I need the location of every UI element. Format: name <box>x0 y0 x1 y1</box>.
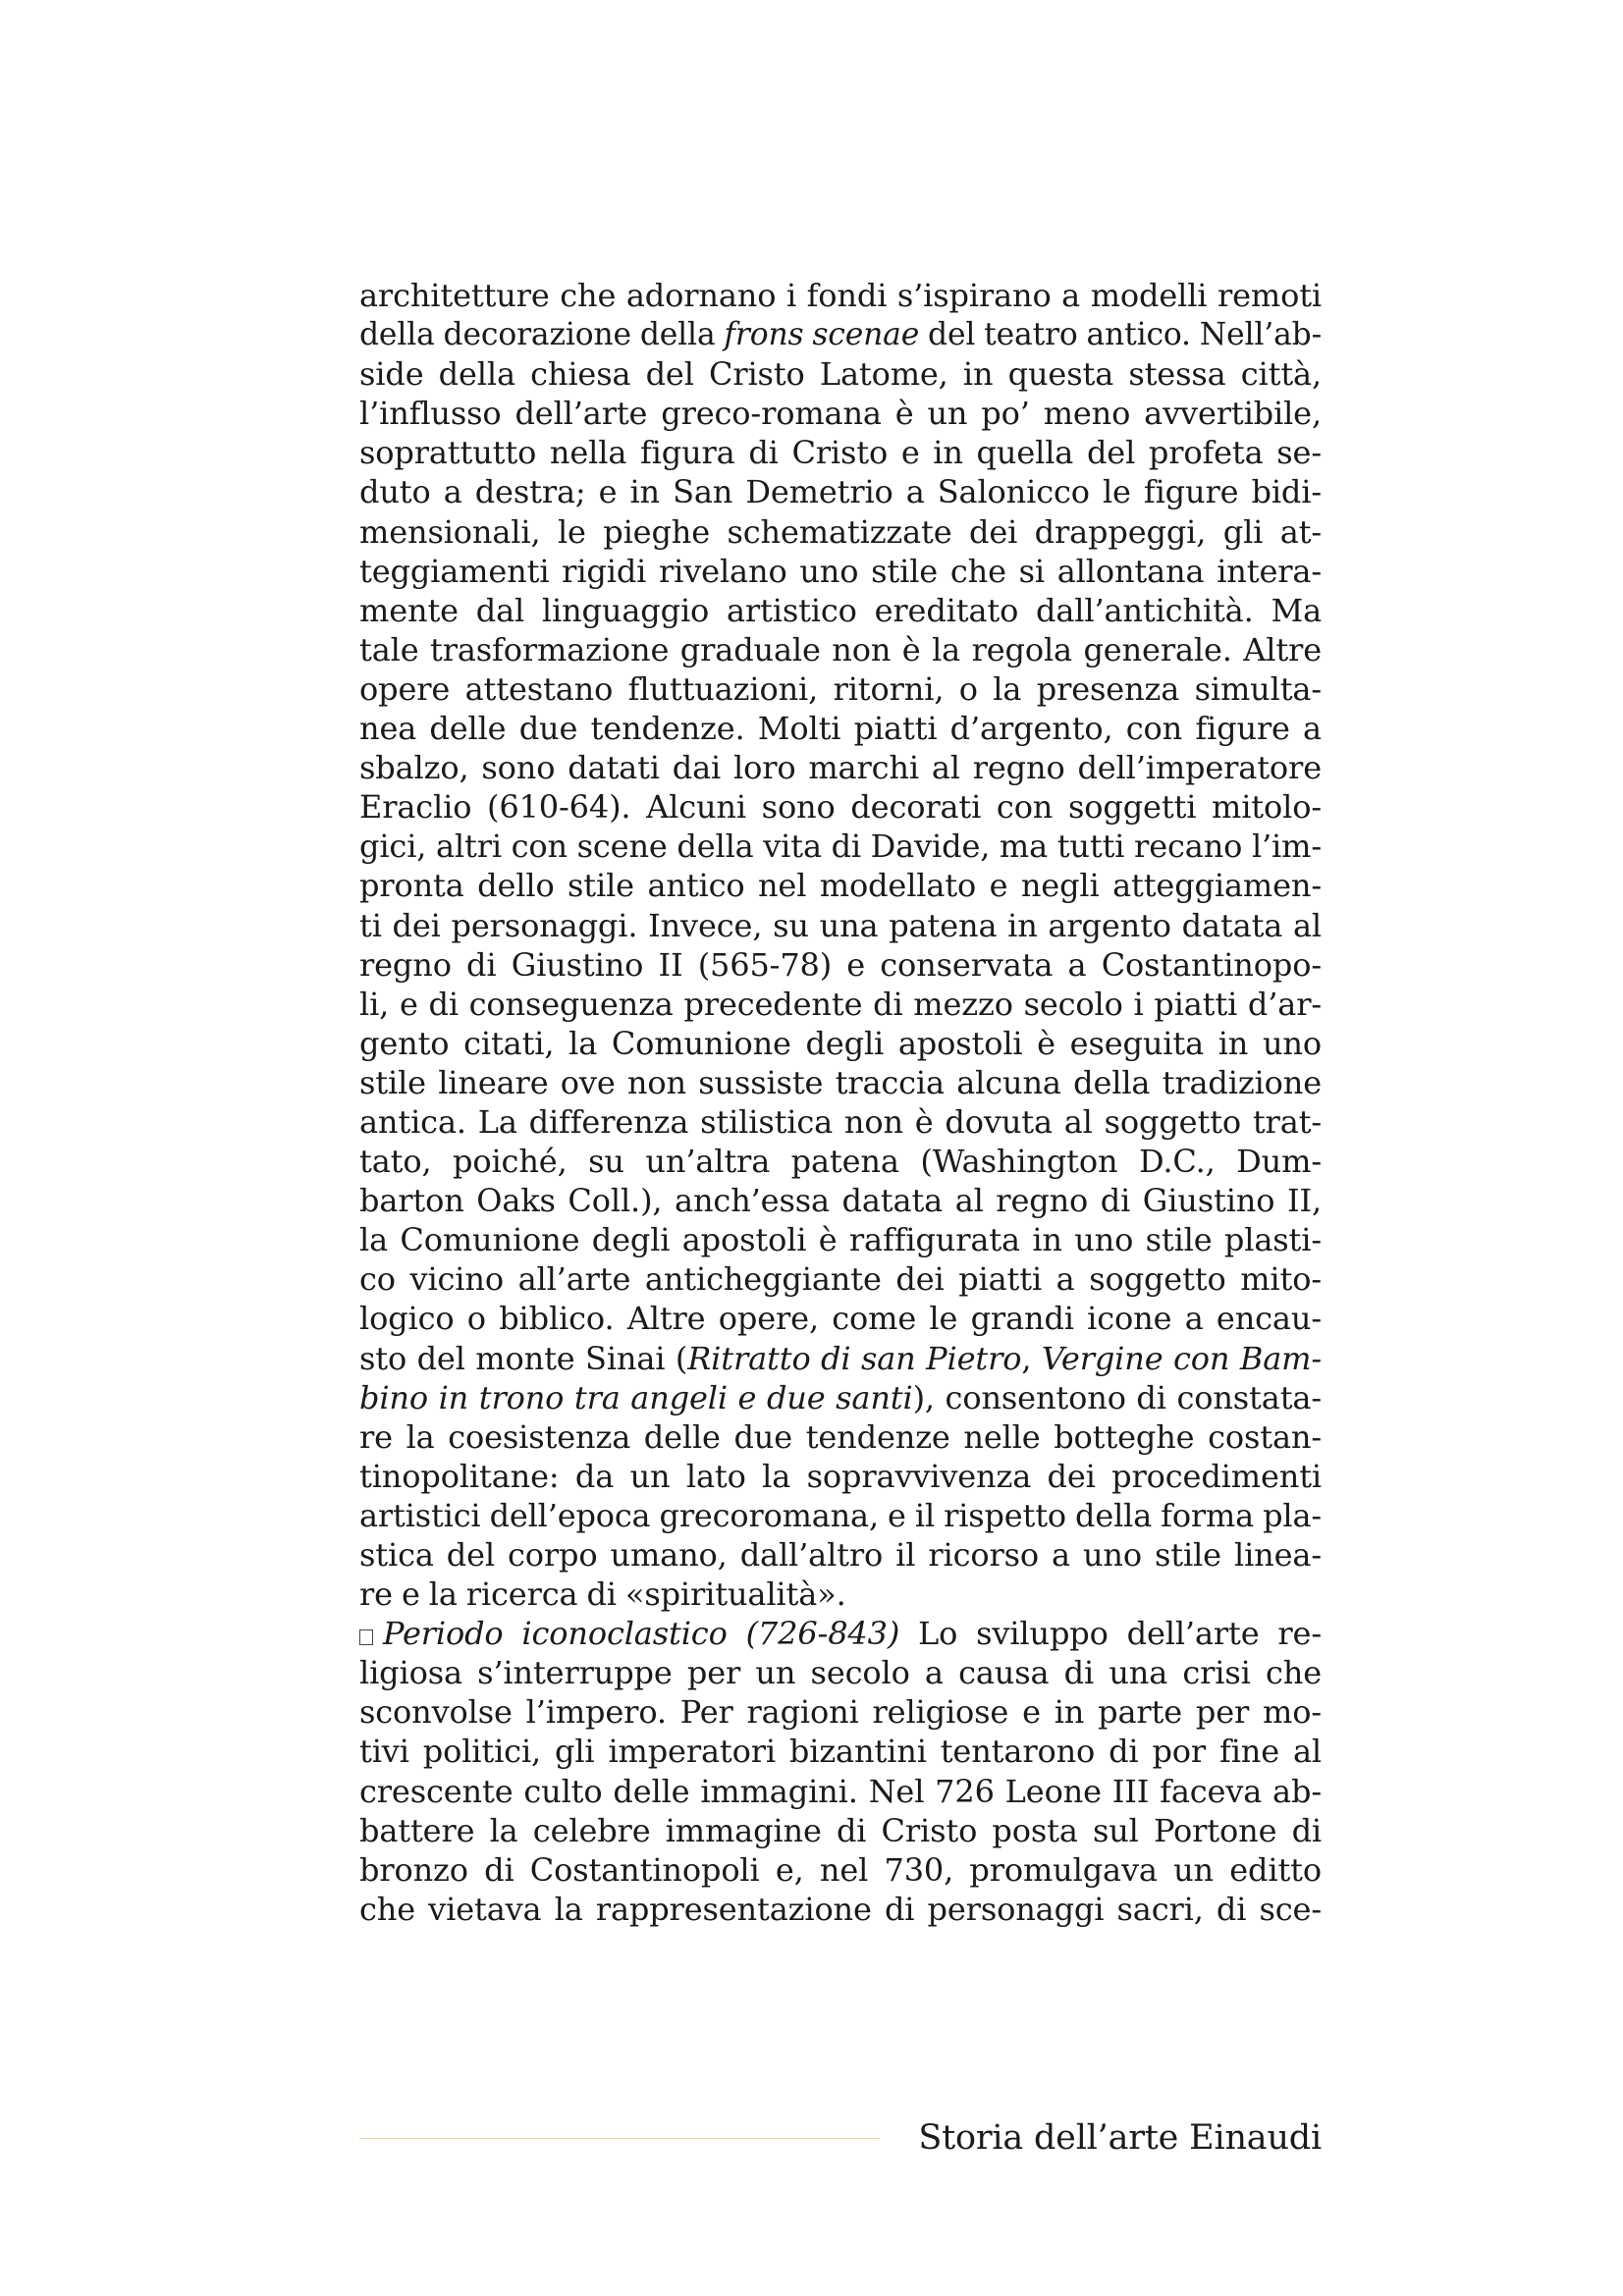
roman-text: ), consentono di constata- <box>912 1378 1322 1416</box>
roman-text: pronta dello stile antico nel modellato e negli atteggiamen- <box>359 867 1322 905</box>
roman-text: ligiosa s’interruppe per un secolo a causa di una crisi che <box>359 1654 1322 1692</box>
roman-text: tivi politici, gli imperatori bizantini tentarono di por fine al <box>359 1733 1322 1771</box>
roman-text: , <box>1021 1339 1042 1377</box>
roman-text: architetture che adornano i fondi s’ispirano a modelli remoti <box>359 277 1322 314</box>
italic-text: Periodo iconoclastico (726-843) <box>383 1615 900 1653</box>
text-line <box>359 1378 1322 1417</box>
text-line <box>359 1732 1322 1771</box>
text-line <box>359 276 1322 315</box>
roman-text: li, e di conseguenza precedente di mezzo secolo i piatti d’ar- <box>359 985 1322 1023</box>
roman-text: co vicino all’arte anticheggiante dei piatti a soggetto mito- <box>359 1260 1322 1299</box>
roman-text: opere attestano fluttuazioni, ritorni, o la presenza simulta- <box>359 669 1322 708</box>
text-line <box>359 709 1322 748</box>
italic-text: Ritratto di san Pietro <box>687 1339 1022 1377</box>
text-line <box>359 1535 1322 1575</box>
roman-text: logico o biblico. Altre opere, come le grandi icone a encau- <box>359 1300 1322 1338</box>
roman-text: teggiamenti rigidi rivelano uno stile che si allontana intera- <box>359 552 1322 590</box>
text-line <box>359 1181 1322 1220</box>
text-line <box>359 552 1322 591</box>
text-line <box>359 748 1322 787</box>
text-line <box>359 1653 1322 1692</box>
roman-text: battere la celebre immagine di Cristo posta sul Portone di <box>359 1811 1322 1849</box>
roman-text: artistici dell’epoca grecoromana, e il rispetto della forma pla- <box>359 1496 1322 1534</box>
text-line <box>359 1417 1322 1457</box>
italic-text: bino in trono tra angeli e due santi <box>359 1378 913 1416</box>
text-line <box>359 394 1322 433</box>
roman-text: tinopolitane: da un lato la sopravvivenza dei procedimenti <box>359 1457 1322 1495</box>
text-line <box>359 1220 1322 1259</box>
text-line <box>359 1339 1322 1378</box>
text-line <box>359 1299 1322 1338</box>
roman-text: l’influsso dell’arte greco-romana è un po’ meno avvertibile, <box>359 395 1322 433</box>
text-line <box>359 433 1322 472</box>
body-text <box>359 276 1322 1929</box>
roman-text: antica. La differenza stilistica non è dovuta al soggetto trat- <box>359 1102 1322 1141</box>
italic-text: Vergine con Bam- <box>1041 1339 1323 1377</box>
roman-text: nea delle due tendenze. Molti piatti d’argento, con figure a <box>359 710 1322 748</box>
text-line <box>359 512 1322 552</box>
roman-text: tato, poiché, su un’altra patena (Washington D.C., Dum- <box>359 1143 1322 1181</box>
text-line <box>359 472 1322 511</box>
roman-text: del teatro antico. Nell’ab- <box>919 317 1323 353</box>
footer-rule <box>359 2138 880 2139</box>
text-line <box>359 1772 1322 1811</box>
text-line <box>359 787 1322 827</box>
text-line <box>359 1102 1322 1142</box>
roman-text: regno di Giustino II (565-78) e conservata a Costantinopo- <box>359 945 1322 984</box>
roman-text: stica del corpo umano, dall’altro il ricorso a uno stile linea- <box>359 1536 1322 1574</box>
text-line <box>359 1811 1322 1850</box>
text-line <box>359 1142 1322 1181</box>
section-bullet-icon <box>359 1629 373 1645</box>
text-line <box>359 630 1322 669</box>
roman-text: side della chiesa del Cristo Latome, in questa stessa città, <box>359 355 1322 394</box>
text-line <box>359 827 1322 866</box>
text-line <box>359 1850 1322 1890</box>
text-line <box>359 1457 1322 1496</box>
roman-text: bronzo di Costantinopoli e, nel 730, promulgava un editto <box>359 1850 1322 1889</box>
footer-title: Storia dell’arte Einaudi <box>918 2118 1322 2158</box>
text-line <box>359 985 1322 1024</box>
roman-text: soprattutto nella figura di Cristo e in quella del profeta se- <box>359 434 1322 472</box>
roman-text: della decorazione della <box>359 317 725 353</box>
text-line <box>359 1063 1322 1102</box>
roman-text: tale trasformazione graduale non è la regola generale. Altre <box>359 630 1322 668</box>
roman-text: ti dei personaggi. Invece, su una patena in argento datata al <box>359 906 1322 944</box>
roman-text: sconvolse l’impero. Per ragioni religiose e in parte per mo- <box>359 1693 1322 1732</box>
roman-text: gici, altri con scene della vita di Davide, ma tutti recano l’im- <box>359 828 1322 866</box>
text-line <box>359 669 1322 709</box>
roman-text: duto a destra; e in San Demetrio a Salonicco le figure bidi- <box>359 473 1322 511</box>
roman-text: mente dal linguaggio artistico ereditato dall’antichità. Ma <box>359 591 1322 629</box>
text-line <box>359 906 1322 945</box>
roman-text: crescente culto delle immagini. Nel 726 Leone III faceva ab- <box>359 1772 1322 1810</box>
text-line <box>359 866 1322 905</box>
roman-text: re e la ricerca di «spiritualità». <box>359 1575 846 1614</box>
roman-text: che vietava la rappresentazione di personaggi sacri, di sce- <box>359 1890 1322 1928</box>
text-line <box>359 1575 1322 1614</box>
roman-text: stile lineare ove non sussiste traccia alcuna della tradizione <box>359 1063 1322 1101</box>
text-line <box>359 1692 1322 1732</box>
text-line <box>359 315 1322 354</box>
roman-text: sto del monte Sinai ( <box>359 1339 688 1377</box>
page-footer <box>359 2118 1322 2158</box>
text-line <box>359 945 1322 985</box>
roman-text: re la coesistenza delle due tendenze nelle botteghe costan- <box>359 1417 1322 1456</box>
text-line <box>359 354 1322 394</box>
text-line <box>359 591 1322 630</box>
roman-text: Eraclio (610-64). Alcuni sono decorati con soggetti mitolo- <box>359 788 1322 827</box>
text-line <box>359 1890 1322 1929</box>
roman-text: Lo sviluppo dell’arte re- <box>899 1615 1322 1653</box>
roman-text: gento citati, la Comunione degli apostoli è eseguita in uno <box>359 1024 1322 1062</box>
text-line <box>359 1024 1322 1063</box>
text-line <box>359 1259 1322 1299</box>
roman-text: barton Oaks Coll.), anch’essa datata al regno di Giustino II, <box>359 1182 1322 1220</box>
roman-text: sbalzo, sono datati dai loro marchi al regno dell’imperatore <box>359 749 1322 787</box>
italic-text: frons scenae <box>724 317 920 353</box>
text-line <box>359 1614 1322 1653</box>
roman-text: la Comunione degli apostoli è raffigurata in uno stile plasti- <box>359 1221 1322 1259</box>
text-line <box>359 1496 1322 1535</box>
roman-text: mensionali, le pieghe schematizzate dei drappeggi, gli at- <box>359 512 1322 551</box>
